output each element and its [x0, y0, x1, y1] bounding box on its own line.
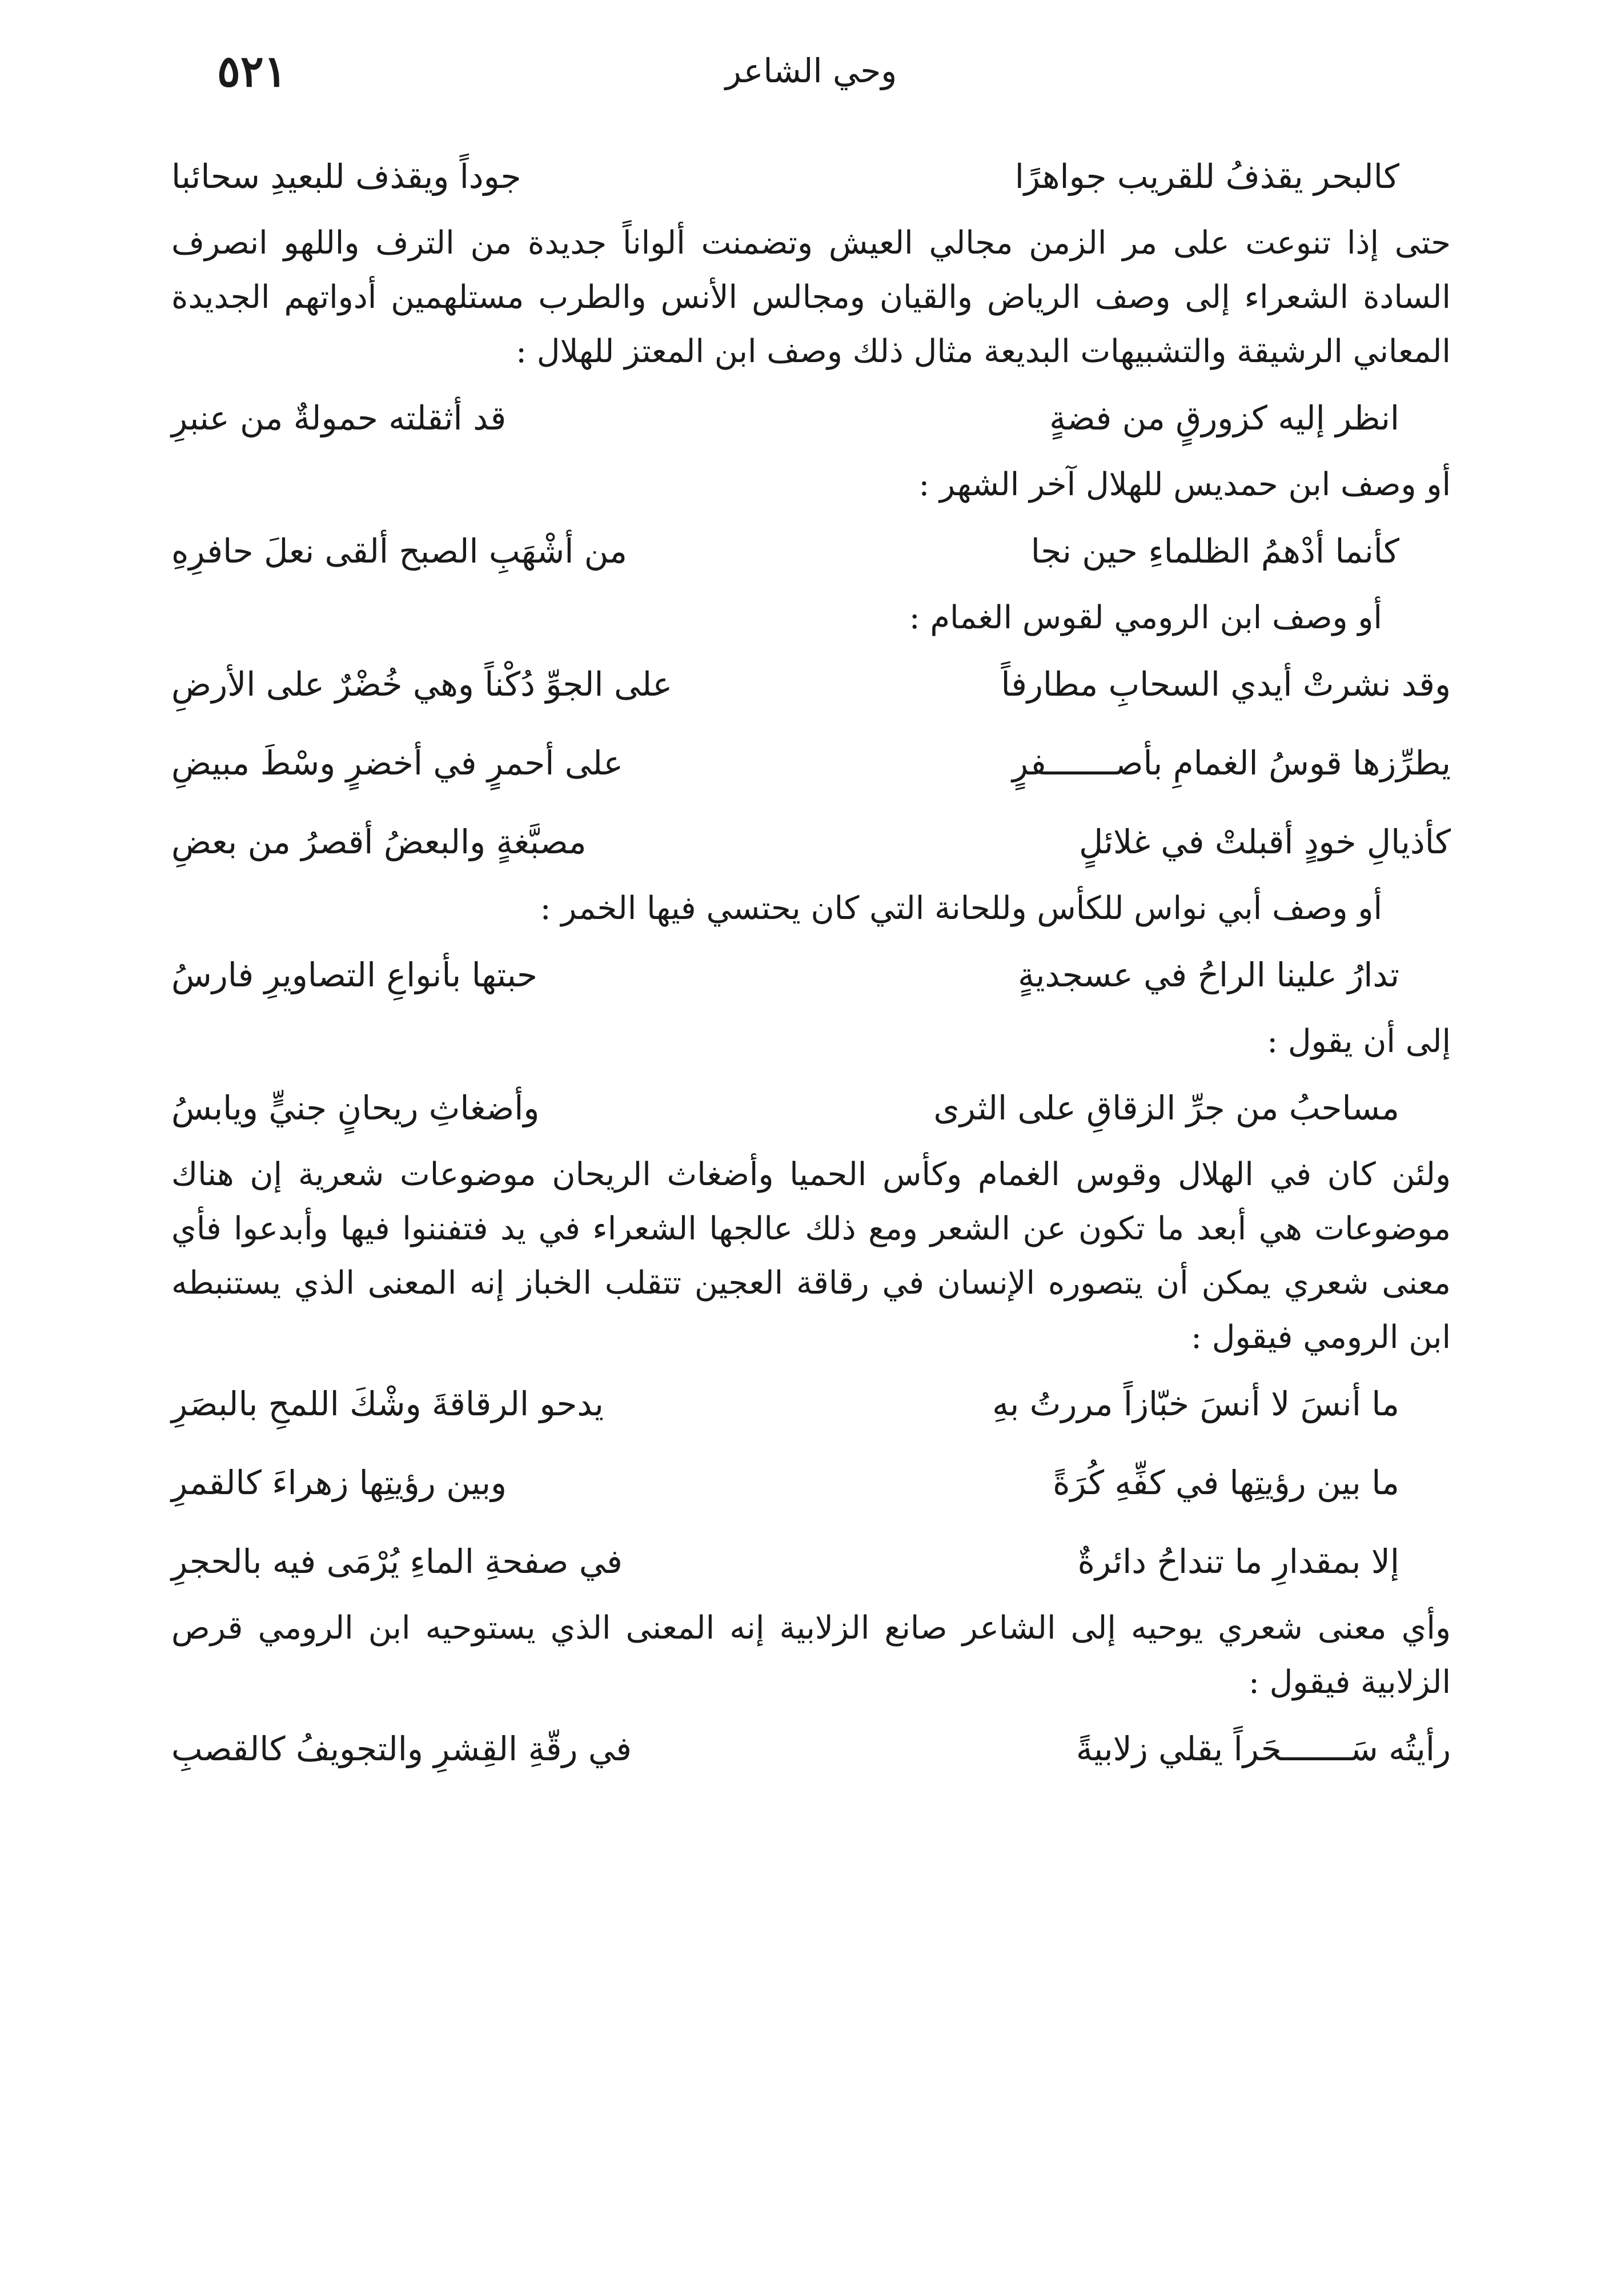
prose-line: أو وصف ابن الرومي لقوس الغمام :	[909, 599, 1382, 636]
verse-second-hemistich: جوداً ويقذف للبعيدِ سحائبا	[171, 157, 521, 196]
verse-first-hemistich: كأنما أدْهمُ الظلماءِ حين نجا	[1030, 532, 1399, 571]
prose-paragraph: وأي معنى شعري يوحيه إلى الشاعر صانع الزلابية إنه المعنى الذي يستوحيه ابن الرومي قرص الزلابية فيقول :	[171, 1609, 1451, 1701]
verse-line	[171, 137, 1451, 216]
verse-first-hemistich: رأيتُه سَـــــــحَراً يقلي زلابيةً	[1076, 1729, 1451, 1768]
verse-first-hemistich: إلا بمقدارِ ما تنداحُ دائرةٌ	[1077, 1542, 1399, 1581]
page-number: ٥٢١	[217, 46, 287, 97]
verse-second-hemistich: في رقّةِ القِشرِ والتجويفُ كالقصبِ	[171, 1729, 632, 1768]
verse-second-hemistich: يدحو الرقاقةَ وشْكَ اللمحِ بالبصَرِ	[171, 1384, 604, 1423]
verse-first-hemistich: ما بين رؤيتِها في كفِّهِ كُرَةً	[1053, 1463, 1399, 1502]
verse-second-hemistich: وأضغاثِ ريحانٍ جنيٍّ ويابسُ	[171, 1089, 540, 1127]
verse-line	[171, 645, 1451, 724]
verse-first-hemistich: وقد نشرتْ أيدي السحابِ مطارفاً	[1001, 665, 1451, 704]
running-head: وحي الشاعر	[725, 51, 897, 90]
verse-first-hemistich: انظر إليه كزورقٍ من فضةٍ	[1049, 399, 1399, 437]
book-page	[171, 34, 1451, 2262]
verse-first-hemistich: يطرِّزها قوسُ الغمامِ بأصـــــــفرٍ	[1012, 744, 1451, 782]
verse-line	[171, 1522, 1451, 1601]
prose-line: إلى أن يقول :	[1267, 1023, 1451, 1060]
verse-line	[171, 724, 1451, 802]
verse-line	[171, 802, 1451, 881]
verse-second-hemistich: مصبَّغةٍ والبعضُ أقصرُ من بعضِ	[171, 822, 587, 861]
verse-first-hemistich: مساحبُ من جرِّ الزقاقِ على الثرى	[933, 1089, 1399, 1127]
page-header	[171, 34, 1451, 120]
verse-second-hemistich: على أحمرٍ في أخضرٍ وسْطَ مبيضِ	[171, 744, 623, 782]
verse-line	[171, 379, 1451, 457]
verse-second-hemistich: قد أثقلته حمولةٌ من عنبرِ	[171, 399, 507, 437]
prose-line: أو وصف ابن حمديس للهلال آخر الشهر :	[918, 466, 1451, 503]
prose-line: أو وصف أبي نواس للكأس وللحانة التي كان يحتسي فيها الخمر :	[540, 890, 1382, 927]
verse-second-hemistich: حبتها بأنواعِ التصاويرِ فارسُ	[171, 956, 537, 994]
verse-second-hemistich: في صفحةِ الماءِ يُرْمَى فيه بالحجرِ	[171, 1542, 623, 1581]
verse-line	[171, 1364, 1451, 1443]
verse-line	[171, 1443, 1451, 1522]
verse-first-hemistich: كأذيالِ خودٍ أقبلتْ في غلائلٍ	[1078, 822, 1451, 861]
verse-first-hemistich: كالبحر يقذفُ للقريب جواهرًا	[1014, 157, 1399, 196]
verse-second-hemistich: وبين رؤيتِها زهراءَ كالقمرِ	[171, 1463, 507, 1502]
page-body	[171, 137, 1451, 1788]
prose-paragraph: حتى إذا تنوعت على مر الزمن مجالي العيش وتضمنت ألواناً جديدة من الترف واللهو انصرف السادة الشعراء إلى وصف الرياض والقيان ومجالس الأنس والطرب مستلهمين أدواتهم الجديدة المعاني الرشيقة والتشبيهات البديعة مثال ذلك وصف ابن المعتز للهلال :	[171, 224, 1451, 370]
verse-second-hemistich: من أشْهَبِ الصبح ألقى نعلَ حافرِهِ	[171, 532, 627, 571]
verse-second-hemistich: على الجوِّ دُكْناً وهي خُضْرٌ على الأرضِ	[171, 665, 673, 704]
verse-line	[171, 936, 1451, 1014]
verse-line	[171, 1069, 1451, 1147]
verse-first-hemistich: تدارُ علينا الراحُ في عسجديةٍ	[1018, 956, 1399, 994]
verse-line	[171, 1709, 1451, 1788]
verse-first-hemistich: ما أنسَ لا أنسَ خبّازاً مررتُ بهِ	[992, 1384, 1399, 1423]
verse-line	[171, 512, 1451, 591]
prose-paragraph: ولئن كان في الهلال وقوس الغمام وكأس الحميا وأضغاث الريحان موضوعات شعرية إن هناك موضوعات هي أبعد ما تكون عن الشعر ومع ذلك عالجها الشعراء في يد فتفننوا فيها وأبدعوا فأي معنى شعري يمكن أن يتصوره الإنسان في رقاقة العجين تتقلب الخباز إنه المعنى الذي يستنبطه ابن الرومي فيقول :	[171, 1156, 1451, 1356]
